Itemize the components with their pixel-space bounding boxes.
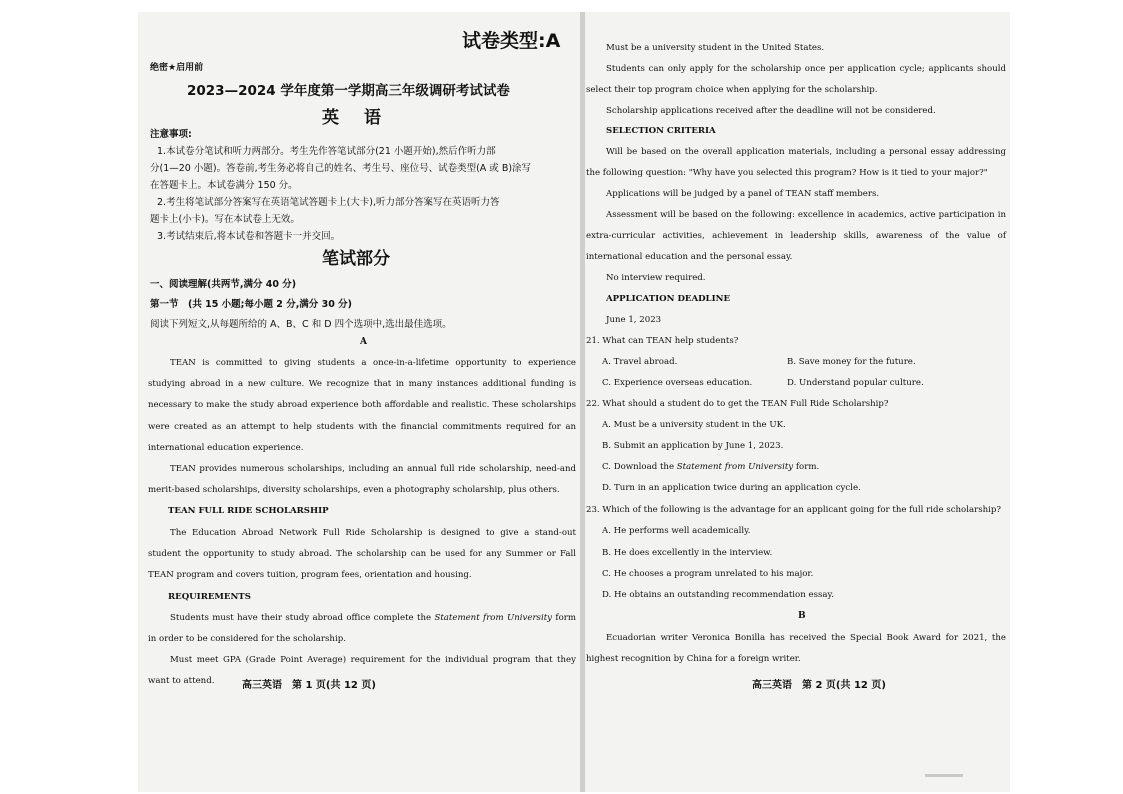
notes-line-4: 2.考生将笔试部分答案写在英语笔试答题卡上(大卡),听力部分答案写在英语听力答 [157, 197, 500, 208]
notes-line-6: 3.考试结束后,将本试卷和答题卡一并交回。 [157, 231, 341, 242]
passage-b-label: B [798, 611, 806, 621]
selection-criteria-heading: SELECTION CRITERIA [606, 126, 716, 136]
q22-option-c-form-title: Statement from University [676, 462, 794, 472]
paper-type-label: 试卷类型:A [462, 30, 561, 52]
q22-option-b: B. Submit an application by June 1, 2023. [602, 441, 784, 451]
q22-option-a: A. Must be a university student in the UK. [602, 420, 786, 430]
passage-a-paragraph-2: TEAN provides numerous scholarships, including an annual full ride scholarship, need-and merit-based scholarships, diversity scholarships, even a photography scholarship, plus others. [148, 464, 576, 496]
subject-title: 英 语 [322, 108, 385, 128]
footer-page-1: 高三英语 第 1 页(共 12 页) [242, 680, 376, 691]
q23-option-b: B. He does excellently in the interview. [602, 548, 773, 558]
question-23-stem: 23. Which of the following is the advantage for an applicant going for the full ride scholarship? [586, 505, 1002, 515]
written-section-title: 笔试部分 [322, 249, 390, 269]
passage-a-paragraph-9: Will be based on the overall application materials, including a personal essay addressing the following question: "Why have you selected this program? How is it tied to your major?" [586, 147, 1006, 179]
q22-option-c-end: form. [793, 462, 820, 472]
notes-heading: 注意事项: [150, 129, 192, 140]
full-ride-heading: TEAN FULL RIDE SCHOLARSHIP [168, 506, 329, 516]
passage-a-paragraph-12: No interview required. [606, 273, 706, 283]
page-fold-divider [580, 12, 585, 792]
part-one-instruction: 阅读下列短文,从每题所给的 A、B、C 和 D 四个选项中,选出最佳选项。 [150, 319, 452, 330]
q21-option-b: B. Save money for the future. [787, 357, 916, 367]
para4-text-start: Students must have their study abroad office complete the [170, 613, 435, 623]
notes-line-3: 在答题卡上。本试卷满分 150 分。 [150, 180, 298, 191]
exam-title: 2023—2024 学年度第一学期高三年级调研考试试卷 [187, 83, 510, 99]
passage-b-paragraph-1: Ecuadorian writer Veronica Bonilla has received the Special Book Award for 2021, the highest recognition by China for a foreign writer. [586, 633, 1006, 665]
deadline-heading: APPLICATION DEADLINE [606, 294, 731, 304]
q21-option-c: C. Experience overseas education. [602, 378, 753, 388]
notes-line-1: 1.本试卷分笔试和听力两部分。考生先作答笔试部分(21 小题开始),然后作听力部 [157, 146, 496, 157]
para4-text-end: form in order to be considered for the scholarship. [148, 613, 576, 645]
q21-option-d: D. Understand popular culture. [787, 378, 924, 388]
q22-option-c-start: C. Download the [602, 462, 677, 472]
q21-option-a: A. Travel abroad. [602, 357, 678, 367]
q23-option-a: A. He performs well academically. [602, 526, 751, 536]
passage-a-paragraph-8: Scholarship applications received after the deadline will not be considered. [606, 106, 936, 116]
passage-a-paragraph-6: Must be a university student in the United States. [606, 43, 825, 53]
q23-option-c: C. He chooses a program unrelated to his major. [602, 569, 814, 579]
notes-line-2: 分(1—20 小题)。答卷前,考生务必将自己的姓名、考生号、座位号、试卷类型(A 或 B)涂写 [150, 163, 532, 174]
statement-form-title: Statement from University [434, 613, 553, 623]
passage-a-paragraph-10: Applications will be judged by a panel of TEAN staff members. [606, 189, 880, 199]
scan-smudge [925, 774, 963, 777]
passage-a-paragraph-1: TEAN is committed to giving students a once-in-a-lifetime opportunity to experience studying abroad in a new culture. We recognize that in many instances additional funding is necessary to make the study abroad experience both affordable and realistic. These scholarships were created as an attempt to help students with the financial commitments required for an international education experience. [148, 358, 576, 453]
notes-line-5: 题卡上(小卡)。写在本试卷上无效。 [150, 214, 300, 225]
passage-a-label: A [360, 337, 367, 347]
footer-page-2: 高三英语 第 2 页(共 12 页) [752, 680, 886, 691]
q23-option-d: D. He obtains an outstanding recommendation essay. [602, 590, 834, 600]
passage-a-paragraph-5: Must meet GPA (Grade Point Average) requirement for the individual program that they want to attend. [148, 655, 576, 687]
passage-a-paragraph-4 [148, 608, 576, 650]
passage-a-paragraph-3: The Education Abroad Network Full Ride Scholarship is designed to give a stand-out student the opportunity to study abroad. The scholarship can be used for any Summer or Fall TEAN program and covers tuition, program fees, orientation and housing. [148, 528, 576, 581]
q22-option-d: D. Turn in an application twice during an application cycle. [602, 483, 861, 493]
requirements-heading: REQUIREMENTS [168, 592, 251, 602]
passage-a-paragraph-7: Students can only apply for the scholarship once per application cycle; applicants should select their top program choice when applying for the scholarship. [586, 64, 1006, 96]
question-21-stem: 21. What can TEAN help students? [586, 336, 739, 346]
q22-option-c [602, 457, 819, 478]
part-one-section: 第一节 (共 15 小题;每小题 2 分,满分 30 分) [150, 299, 352, 310]
deadline-date: June 1, 2023 [606, 315, 662, 325]
part-one-title: 一、阅读理解(共两节,满分 40 分) [150, 279, 297, 290]
question-22-stem: 22. What should a student do to get the TEAN Full Ride Scholarship? [586, 399, 889, 409]
confidential-label: 绝密★启用前 [150, 63, 204, 73]
passage-a-paragraph-11: Assessment will be based on the following: excellence in academics, active participation in extra-curricular activities, achievement in leadership skills, awareness of the value of international education and the personal essay. [586, 210, 1006, 263]
